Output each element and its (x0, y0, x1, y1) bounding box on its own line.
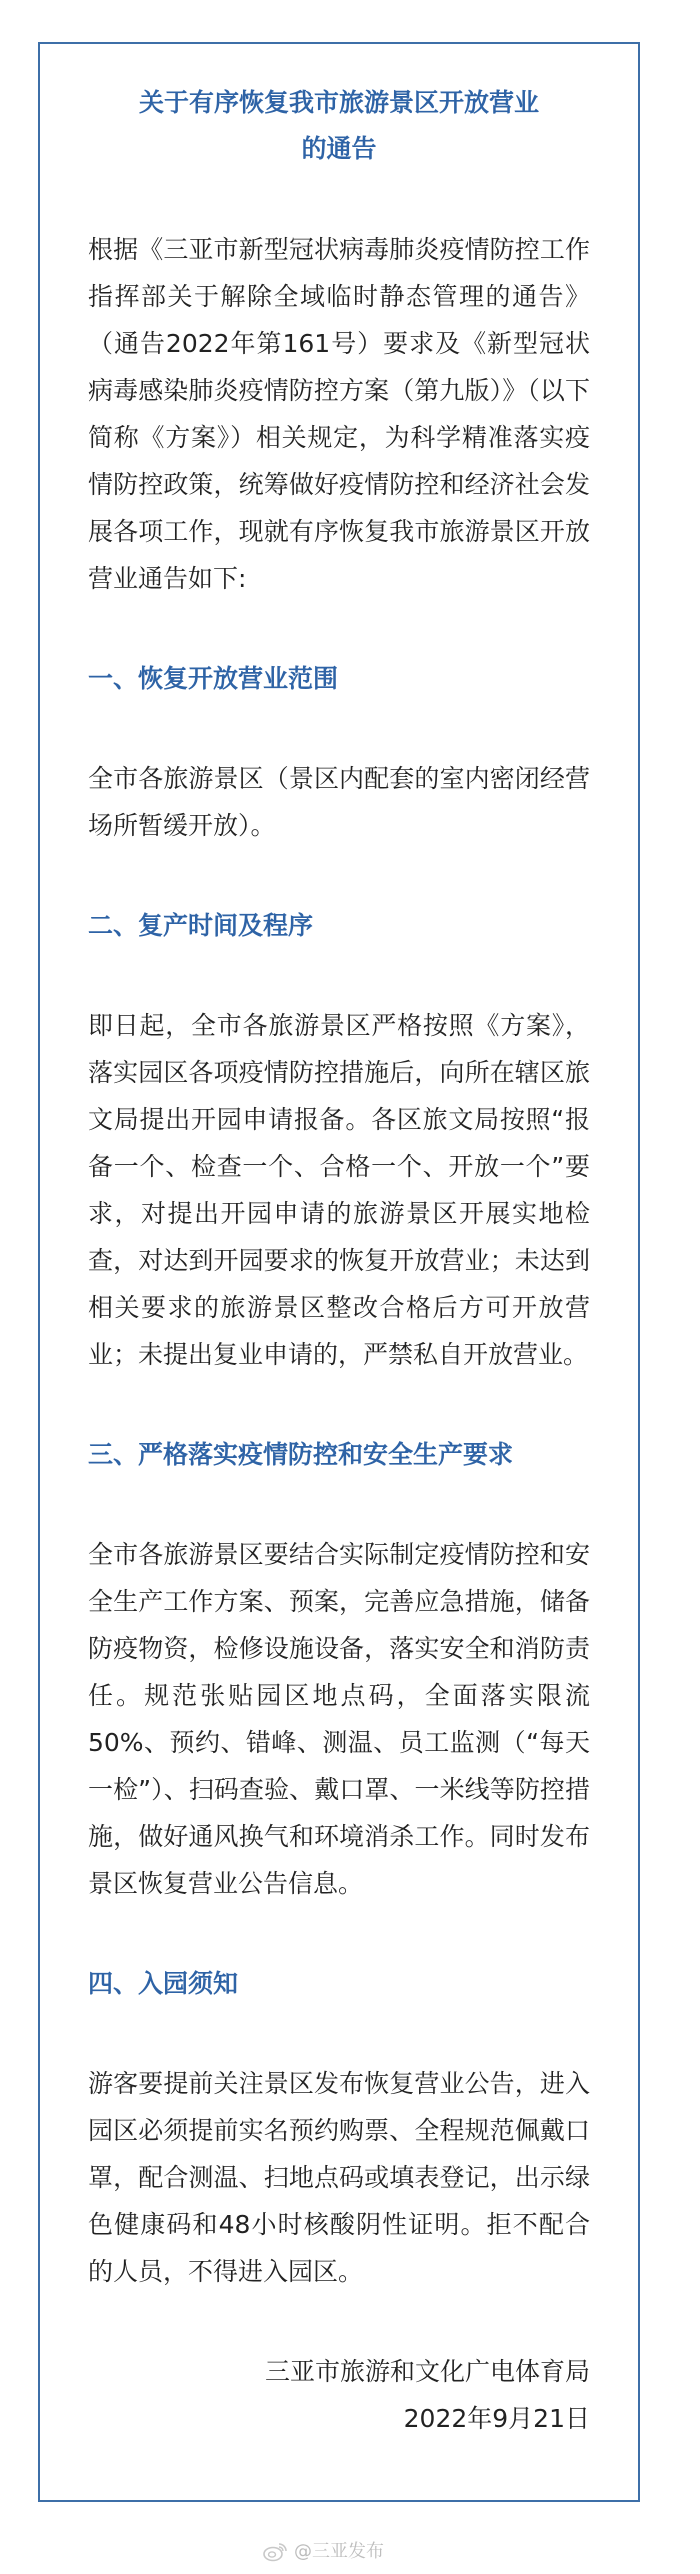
section-body-scope: 全市各旅游景区（景区内配套的室内密闭经营场所暂缓开放）。 (88, 764, 590, 840)
section-heading-scope: 一、恢复开放营业范围 (88, 664, 339, 693)
section-heading-entry: 四、入园须知 (88, 1969, 239, 1998)
section-heading-procedure: 二、复产时间及程序 (88, 911, 314, 940)
weibo-icon (262, 2542, 288, 2562)
section-heading-requirements: 三、严格落实疫情防控和安全生产要求 (88, 1440, 514, 1469)
notice-intro: 根据《三亚市新型冠状病毒肺炎疫情防控工作指挥部关于解除全域临时静态管理的通告》（通告2022年第161号）要求及《新型冠状病毒感染肺炎疫情防控方案（第九版）》（以下简称《方案》）相关规定，为科学精准落实疫情防控政策，统筹做好疫情防控和经济社会发展各项工作，现就有序恢复我市旅游景区开放营业通告如下: (88, 235, 590, 593)
watermark-text: @三亚发布 (294, 2541, 384, 2562)
notice-frame (38, 42, 640, 2502)
section-body-procedure: 即日起，全市各旅游景区严格按照《方案》，落实园区各项疫情防控措施后，向所在辖区旅文局提出开园申请报备。各区旅文局按照“报备一个、检查一个、合格一个、开放一个”要求，对提出开园申请的旅游景区开展实地检查，对达到开园要求的恢复开放营业；未达到相关要求的旅游景区整改合格后方可开放营业；未提出复业申请的，严禁私自开放营业。 (88, 1011, 590, 1369)
issuer-name: 三亚市旅游和文化广电体育局 (264, 2357, 590, 2386)
issue-date: 2022年9月21日 (403, 2404, 590, 2433)
weibo-watermark (262, 2540, 384, 2564)
notice-title: 关于有序恢复我市旅游景区开放营业的通告 (138, 88, 539, 163)
section-body-requirements: 全市各旅游景区要结合实际制定疫情防控和安全生产工作方案、预案，完善应急措施，储备防疫物资，检修设施设备，落实安全和消防责任。规范张贴园区地点码，全面落实限流50%、预约、错峰、测温、员工监测（“每天一检”）、扫码查验、戴口罩、一米线等防控措施，做好通风换气和环境消杀工作。同时发布景区恢复营业公告信息。 (88, 1540, 590, 1898)
section-body-entry: 游客要提前关注景区发布恢复营业公告，进入园区必须提前实名预约购票、全程规范佩戴口罩，配合测温、扫地点码或填表登记，出示绿色健康码和48小时核酸阴性证明。拒不配合的人员，不得进入园区。 (88, 2069, 590, 2286)
